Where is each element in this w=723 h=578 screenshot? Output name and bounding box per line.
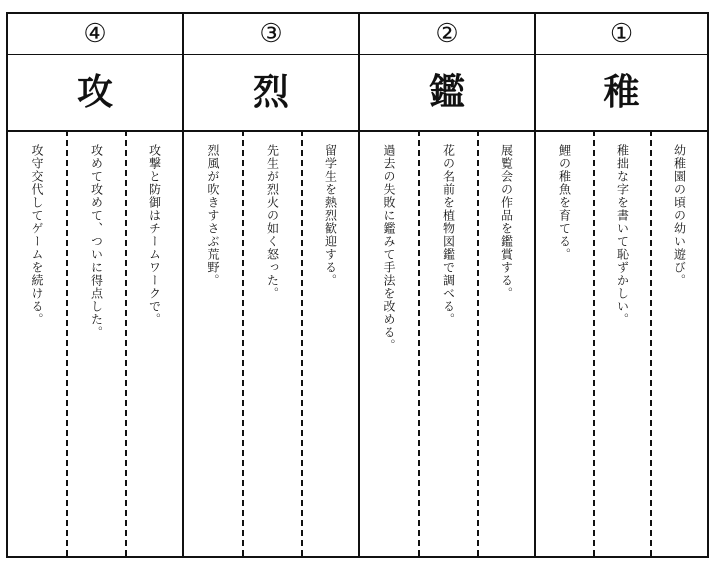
target-kanji: 烈	[184, 54, 358, 132]
example-sentence: 攻撃と防御はチームワークで。	[147, 144, 162, 326]
kanji-column-4	[8, 14, 184, 556]
kanji-practice-sheet	[6, 12, 709, 558]
example-sentences	[360, 130, 534, 556]
kanji-column-3	[184, 14, 360, 556]
example-sentence: 稚拙な字を書いて恥ずかしい。	[615, 144, 630, 326]
example-sentences	[536, 130, 707, 556]
example-sentence: 攻守交代してゲームを続ける。	[30, 144, 44, 326]
sentence-cell	[593, 130, 650, 556]
sentence-cell	[66, 130, 125, 556]
sentence-cell	[125, 130, 182, 556]
example-sentence: 花の名前を植物図鑑で調べる。	[441, 144, 456, 326]
target-kanji: 鑑	[360, 54, 534, 132]
example-sentence: 留学生を熱烈歓迎する。	[323, 144, 338, 287]
example-sentence: 攻めて攻めて、ついに得点した。	[89, 144, 104, 339]
sentence-cell	[301, 130, 358, 556]
sentence-cell	[8, 130, 66, 556]
sentence-cell	[184, 130, 242, 556]
sentence-cell	[536, 130, 593, 556]
target-kanji: 攻	[8, 54, 182, 132]
example-sentence: 鯉の稚魚を育てる。	[557, 144, 572, 261]
kanji-column-1	[536, 14, 707, 556]
kanji-column-2	[360, 14, 536, 556]
example-sentences	[184, 130, 358, 556]
column-number: ①	[536, 14, 707, 55]
column-number: ③	[184, 14, 358, 55]
example-sentences	[8, 130, 182, 556]
example-sentence: 先生が烈火の如く怒った。	[265, 144, 280, 300]
example-sentence: 過去の失敗に鑑みて手法を改める。	[382, 144, 396, 352]
sentence-cell	[650, 130, 707, 556]
column-number: ④	[8, 14, 182, 55]
sentence-cell	[242, 130, 301, 556]
example-sentence: 展覧会の作品を鑑賞する。	[499, 144, 514, 300]
target-kanji: 稚	[536, 54, 707, 132]
sentence-cell	[360, 130, 418, 556]
column-number: ②	[360, 14, 534, 55]
sentence-cell	[418, 130, 477, 556]
sentence-cell	[477, 130, 534, 556]
example-sentence: 烈風が吹きすさぶ荒野。	[206, 144, 220, 287]
example-sentence: 幼稚園の頃の幼い遊び。	[672, 144, 687, 287]
